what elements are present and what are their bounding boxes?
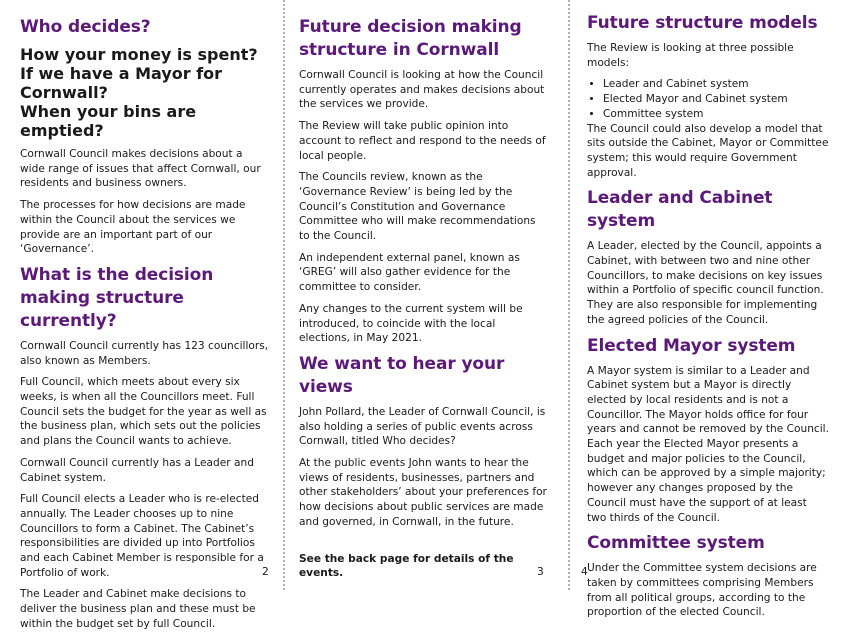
- paragraph: Full Council elects a Leader who is re-elected annually. The Leader chooses up to nine Councillors to form a Cabinet. The Cabinet’s responsibilities are divided up into Portfolios and each Cabinet Member is responsible for a Portfolio of work.: [20, 493, 264, 579]
- paragraph: The Councils review, known as the ‘Governance Review’ is being led by the Council’s Constitution and Governance Committee who will make recommendations to the Council.: [299, 171, 536, 243]
- page-number: 2: [262, 566, 269, 578]
- question-item: How your money is spent?: [20, 45, 258, 64]
- elected-mayor-heading: Elected Mayor system: [587, 335, 796, 356]
- question-item: If we have a Mayor for Cornwall?: [20, 64, 223, 102]
- paragraph: A Leader, elected by the Council, appoints a Cabinet, with between two and nine other Councillors, to make decisions on key issues within a Portfolio of specific council function. They are also responsible for implementing the agreed policies of the Council.: [587, 240, 824, 326]
- paragraph: The Leader and Cabinet make decisions to deliver the business plan and these must be within the budget set by full Council.: [20, 588, 256, 630]
- paragraph: Under the Committee system decisions are taken by committees comprising Members from all political groups, according to the proportion of the elected Council.: [587, 562, 817, 619]
- paragraph: Any changes to the current system will be introduced, to coincide with the local elections, in May 2021.: [299, 302, 523, 345]
- paragraph: Cornwall Council currently has a Leader and Cabinet system.: [20, 456, 254, 484]
- who-decides-heading: Who decides?: [20, 17, 151, 37]
- paragraph: Cornwall Council is looking at how the Council currently operates and makes decisions about the services we provide.: [299, 69, 545, 111]
- question-item: When your bins are emptied?: [20, 102, 197, 140]
- hear-your-views-heading: We want to hear your views: [299, 353, 505, 397]
- page-number: 3: [537, 566, 544, 578]
- paragraph: John Pollard, the Leader of Cornwall Council, is also holding a series of public events across Cornwall, titled Who decides?: [299, 405, 546, 448]
- page-3-column: [285, 0, 568, 590]
- paragraph: The Council could also develop a model that sits outside the Cabinet, Mayor or Committee system; this would require Government approval.: [587, 122, 829, 179]
- paragraph: An independent external panel, known as ‘GREG’ will also gather evidence for the committee to consider.: [299, 251, 520, 294]
- paragraph: Cornwall Council makes decisions about a wide range of issues that affect Cornwall, our residents and business owners.: [20, 148, 261, 190]
- list-item: • Elected Mayor and Cabinet system: [603, 92, 829, 107]
- paragraph: The Review is looking at three possible models:: [587, 42, 794, 69]
- paragraph: The Review will take public opinion into account to reflect and respond to the needs of local people.: [299, 120, 546, 162]
- committee-system-heading: Committee system: [587, 533, 765, 554]
- paragraph: Cornwall Council currently has 123 councillors, also known as Members.: [20, 339, 269, 367]
- models-list: [587, 77, 829, 121]
- list-item: • Leader and Cabinet system: [603, 77, 829, 92]
- current-structure-heading: What is the decision making structure currently?: [20, 264, 214, 331]
- paragraph: Full Council, which meets about every six weeks, is when all the Councillors meet. Full Council sets the budget for the year as well as the business plan, which sets out the policies and plans the Council wants to achieve.: [20, 376, 267, 448]
- page-4-column: [570, 0, 843, 619]
- page-2-column: [0, 0, 283, 630]
- future-models-heading: Future structure models: [587, 13, 818, 33]
- leader-cabinet-heading: Leader and Cabinet system: [587, 188, 773, 232]
- paragraph: At the public events John wants to hear the views of residents, businesses, partners and other stakeholders’ about your preferences for how decisions about public services are made and governed, in Cornwall, in the future.: [299, 457, 547, 528]
- page-number: 4: [581, 566, 588, 578]
- back-page-note: See the back page for details of the events.: [299, 552, 514, 580]
- list-item: • Committee system: [603, 107, 829, 122]
- future-structure-heading: Future decision making structure in Cornwall: [299, 17, 522, 60]
- paragraph: A Mayor system is similar to a Leader and Cabinet system but a Mayor is directly elected by local residents and is not a Councillor. The Mayor holds office for four years and cannot be removed by the Council. Each year the Elected Mayor presents a budget and major policies to the Council, which can be approved by a simple majority; however any changes proposed by the Council must have the support of at least two thirds of the Council.: [587, 364, 829, 524]
- paragraph: The processes for how decisions are made within the Council about the services we provide are an important part of our ‘Governance’.: [20, 199, 246, 256]
- questions-list: [20, 45, 269, 140]
